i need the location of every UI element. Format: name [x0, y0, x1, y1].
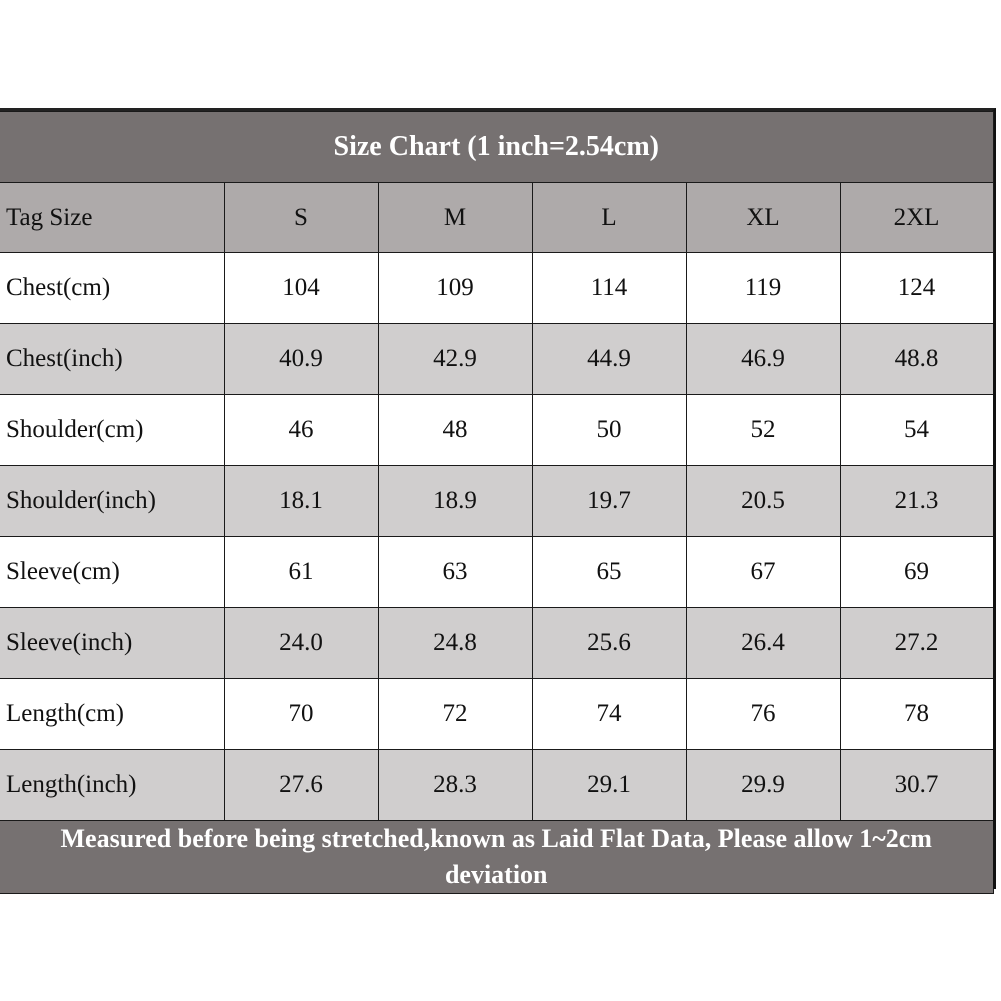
table-cell: 119: [686, 253, 840, 324]
row-label: Shoulder(inch): [0, 466, 224, 537]
size-header-s: S: [224, 183, 378, 253]
table-row: [0, 253, 993, 324]
table-cell: 27.2: [840, 608, 993, 679]
table-cell: 18.9: [378, 466, 532, 537]
table-cell: 52: [686, 395, 840, 466]
table-cell: 26.4: [686, 608, 840, 679]
size-header-2xl: 2XL: [840, 183, 993, 253]
table-cell: 25.6: [532, 608, 686, 679]
table-cell: 50: [532, 395, 686, 466]
row-label: Chest(inch): [0, 324, 224, 395]
table-cell: 78: [840, 679, 993, 750]
size-header-m: M: [378, 183, 532, 253]
table-row: [0, 608, 993, 679]
table-cell: 27.6: [224, 750, 378, 821]
title-row: [0, 112, 993, 183]
table-row: [0, 679, 993, 750]
footer-row: [0, 821, 993, 894]
table-cell: 61: [224, 537, 378, 608]
header-row: [0, 183, 993, 253]
table-cell: 67: [686, 537, 840, 608]
table-cell: 24.0: [224, 608, 378, 679]
table-cell: 104: [224, 253, 378, 324]
row-label: Sleeve(inch): [0, 608, 224, 679]
row-label: Length(inch): [0, 750, 224, 821]
table-cell: 48.8: [840, 324, 993, 395]
table-cell: 28.3: [378, 750, 532, 821]
table-cell: 109: [378, 253, 532, 324]
table-cell: 76: [686, 679, 840, 750]
table-row: [0, 395, 993, 466]
table-cell: 54: [840, 395, 993, 466]
right-edge-border: [993, 300, 996, 889]
table-cell: 29.9: [686, 750, 840, 821]
footer-note: Measured before being stretched,known as Laid Flat Data, Please allow 1~2cm deviation: [0, 821, 993, 894]
row-label: Shoulder(cm): [0, 395, 224, 466]
table-cell: 72: [378, 679, 532, 750]
table-cell: 19.7: [532, 466, 686, 537]
table-cell: 40.9: [224, 324, 378, 395]
size-header-xl: XL: [686, 183, 840, 253]
table-title: Size Chart (1 inch=2.54cm): [0, 112, 993, 183]
table-cell: 24.8: [378, 608, 532, 679]
table-row: [0, 466, 993, 537]
table-row: [0, 750, 993, 821]
table-cell: 74: [532, 679, 686, 750]
table-cell: 20.5: [686, 466, 840, 537]
table-cell: 21.3: [840, 466, 993, 537]
table-cell: 124: [840, 253, 993, 324]
table-cell: 18.1: [224, 466, 378, 537]
table-cell: 48: [378, 395, 532, 466]
tag-size-header: Tag Size: [0, 183, 224, 253]
table-cell: 114: [532, 253, 686, 324]
size-chart-table: [0, 111, 994, 894]
table-cell: 46: [224, 395, 378, 466]
table-cell: 44.9: [532, 324, 686, 395]
table-cell: 30.7: [840, 750, 993, 821]
table-cell: 69: [840, 537, 993, 608]
row-label: Sleeve(cm): [0, 537, 224, 608]
table-row: [0, 537, 993, 608]
table-row: [0, 324, 993, 395]
row-label: Length(cm): [0, 679, 224, 750]
table-cell: 65: [532, 537, 686, 608]
row-label: Chest(cm): [0, 253, 224, 324]
table-cell: 70: [224, 679, 378, 750]
table-cell: 63: [378, 537, 532, 608]
table-cell: 46.9: [686, 324, 840, 395]
size-header-l: L: [532, 183, 686, 253]
table-cell: 29.1: [532, 750, 686, 821]
table-cell: 42.9: [378, 324, 532, 395]
